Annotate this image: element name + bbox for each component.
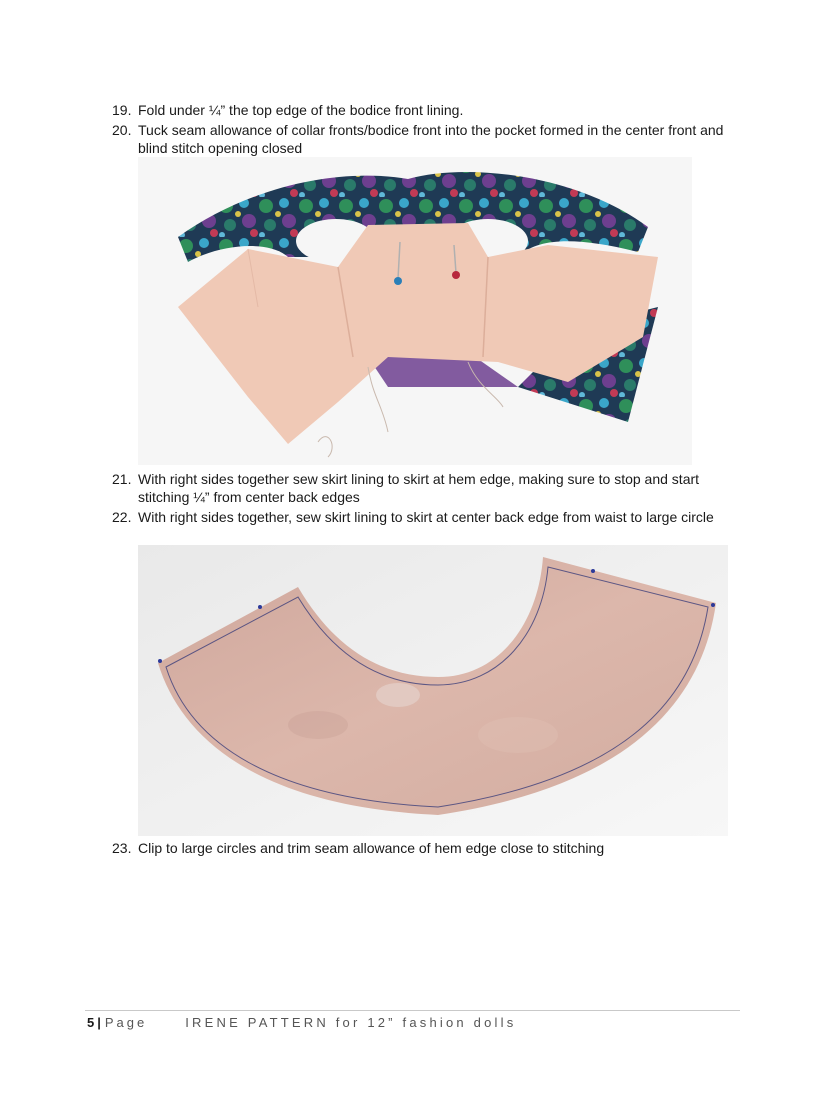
step-19 — [112, 101, 732, 119]
step-text: With right sides together, sew skirt lining to skirt at center back edge from waist to large circle — [138, 509, 714, 525]
step-21 — [112, 470, 732, 506]
step-text: With right sides together sew skirt lining to skirt at hem edge, making sure to stop and start stitching ¼” from center back edges — [138, 471, 700, 505]
footer-divider — [85, 1010, 740, 1011]
page-label: Page — [104, 1015, 148, 1030]
page-number: 5 — [87, 1015, 95, 1030]
document-title: IRENE PATTERN for 12” fashion dolls — [185, 1015, 517, 1030]
step-number: 21. — [112, 471, 132, 487]
step-text: Clip to large circles and trim seam allowance of hem edge close to stitching — [138, 840, 605, 856]
skirt-lining-photo — [138, 545, 728, 836]
step-22 — [112, 508, 732, 526]
step-number: 19. — [112, 102, 132, 118]
step-23 — [112, 839, 732, 857]
page-footer — [87, 1015, 516, 1031]
step-number: 23. — [112, 840, 132, 856]
step-20 — [112, 121, 732, 157]
step-number: 20. — [112, 122, 132, 138]
step-text: Tuck seam allowance of collar fronts/bodice front into the pocket formed in the center front and blind stitch opening closed — [138, 122, 724, 156]
bodice-lining-photo — [138, 157, 692, 465]
step-number: 22. — [112, 509, 132, 525]
step-text: Fold under ¼” the top edge of the bodice front lining. — [138, 102, 464, 118]
footer-separator: | — [97, 1015, 101, 1030]
